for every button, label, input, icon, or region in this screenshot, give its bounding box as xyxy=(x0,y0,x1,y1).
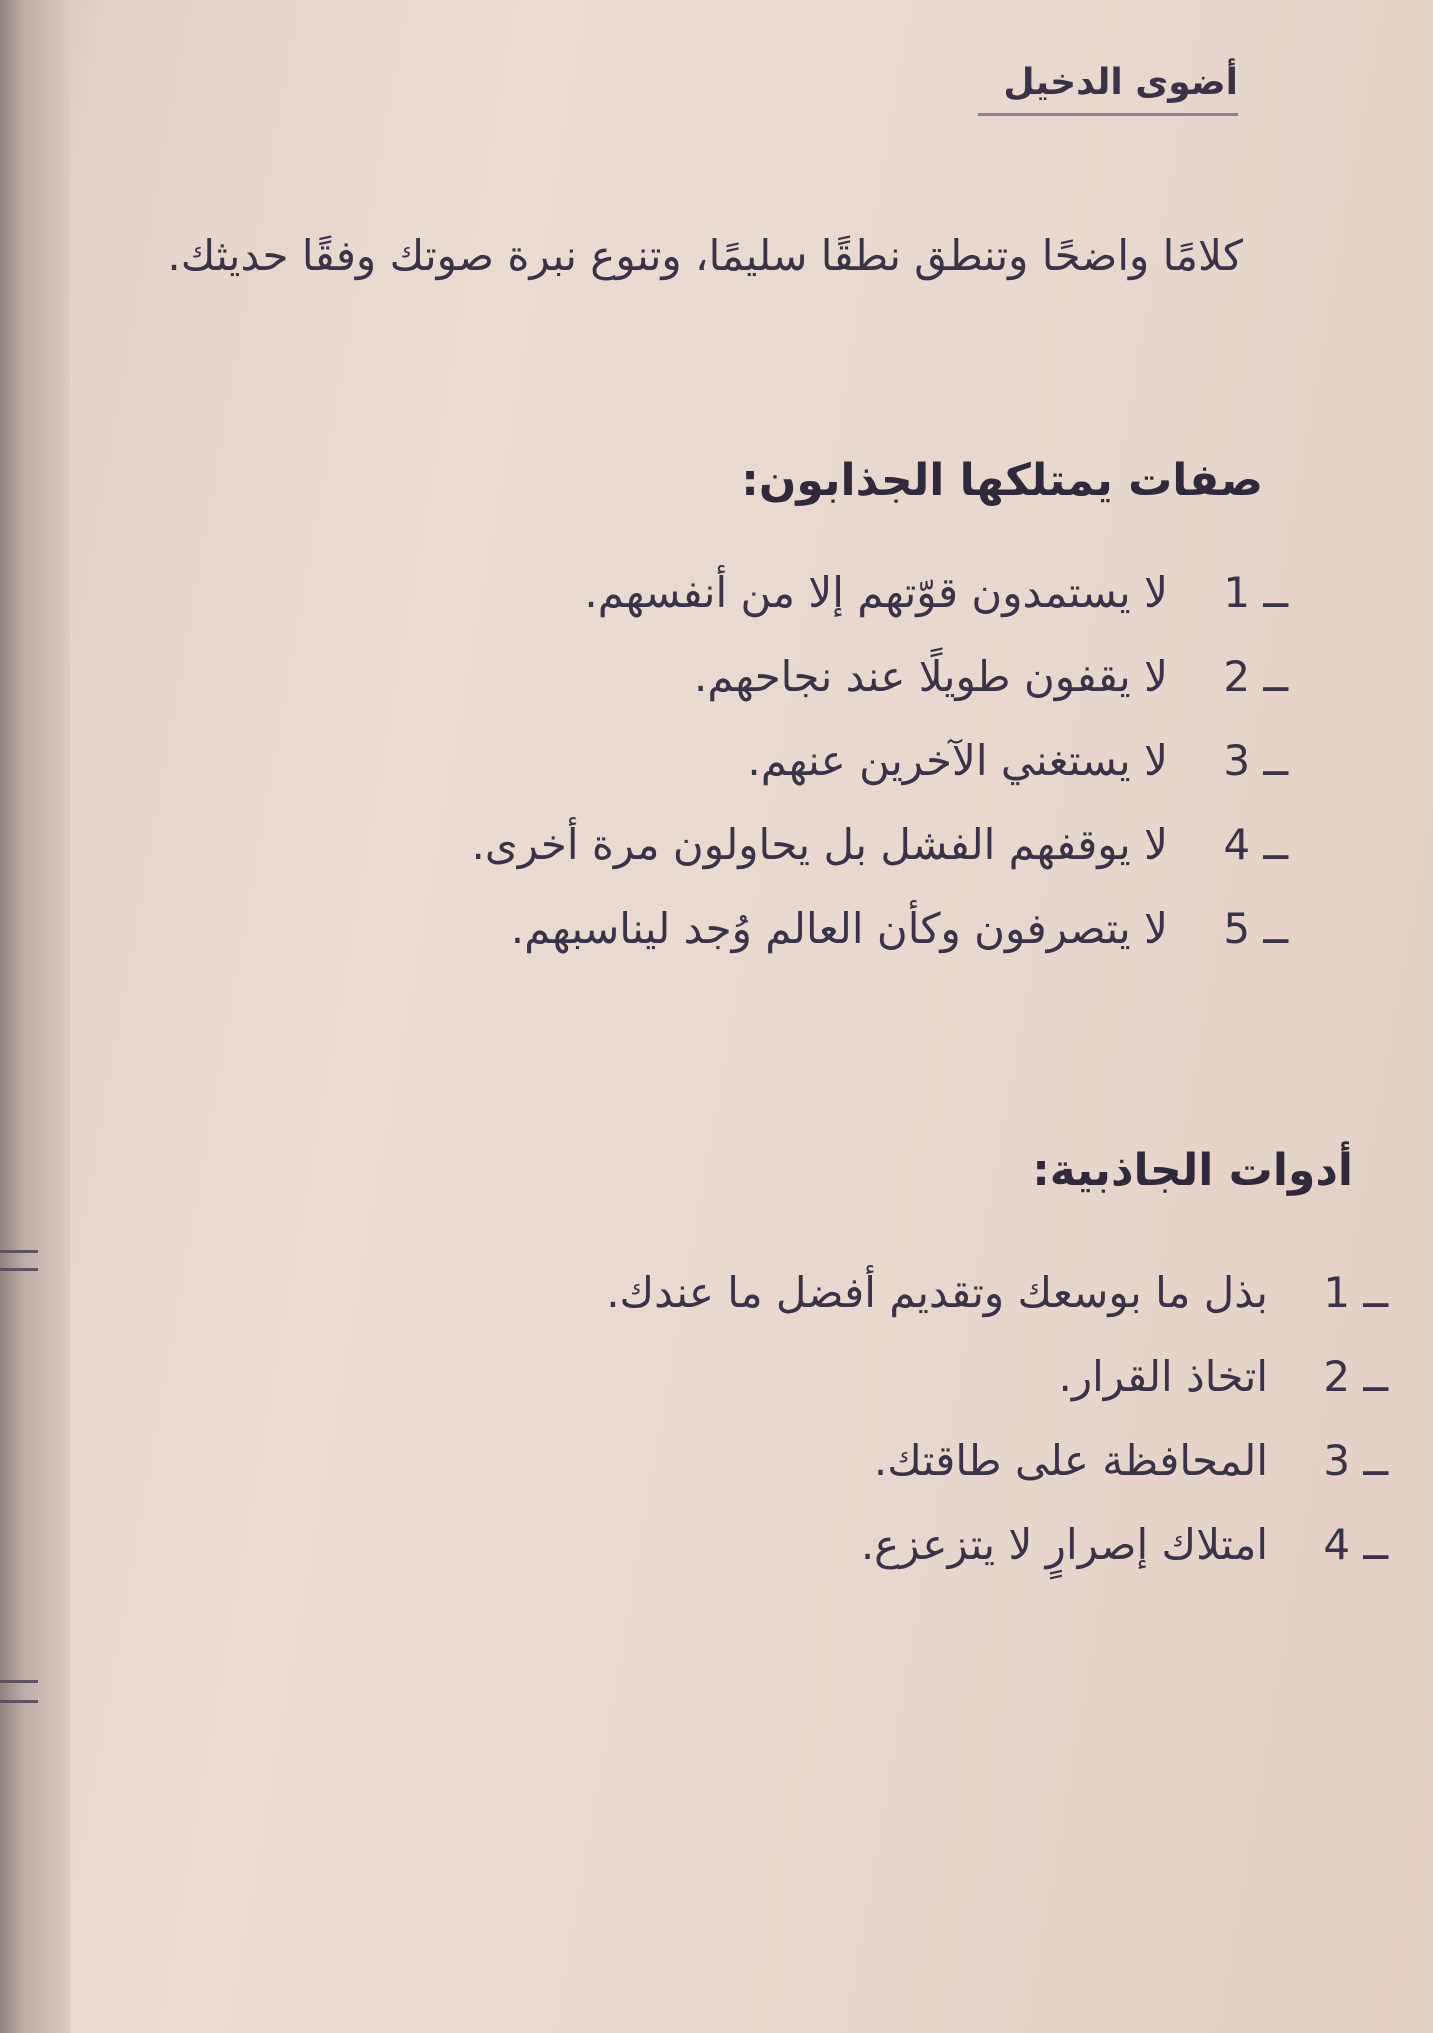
item-number: 2 ــ xyxy=(1323,1352,1388,1401)
list-item xyxy=(438,891,1288,967)
list-item xyxy=(438,807,1288,883)
item-number: 1 ــ xyxy=(1323,1268,1388,1317)
item-text: لا يستغني الآخرين عنهم. xyxy=(747,736,1168,785)
traits-list xyxy=(438,555,1288,975)
gutter-divider xyxy=(0,1250,38,1253)
item-text: لا يتصرفون وكأن العالم وُجد ليناسبهم. xyxy=(510,904,1168,953)
item-number: 2 ــ xyxy=(1223,652,1288,701)
item-text: اتخاذ القرار. xyxy=(1058,1352,1268,1401)
intro-paragraph: كلامًا واضحًا وتنطق نطقًا سليمًا، وتنوع نبرة صوتك وفقًا حديثك. xyxy=(167,231,1243,280)
item-number: 3 ــ xyxy=(1223,736,1288,785)
item-number: 4 ــ xyxy=(1223,820,1288,869)
item-number: 5 ــ xyxy=(1223,904,1288,953)
item-number: 3 ــ xyxy=(1323,1436,1388,1485)
gutter-divider xyxy=(0,1700,38,1703)
item-text: لا يقفون طويلًا عند نجاحهم. xyxy=(694,652,1168,701)
tools-list xyxy=(388,1255,1388,1591)
gutter-divider xyxy=(0,1680,38,1683)
item-text: لا يستمدون قوّتهم إلا من أنفسهم. xyxy=(584,568,1168,617)
running-header: أضوى الدخيل xyxy=(978,62,1238,116)
section-heading-traits: صفات يمتلكها الجذابون: xyxy=(741,455,1263,506)
item-text: بذل ما بوسعك وتقديم أفضل ما عندك. xyxy=(606,1268,1268,1317)
list-item xyxy=(438,639,1288,715)
list-item xyxy=(438,555,1288,631)
book-page xyxy=(70,0,1433,2033)
page-gutter xyxy=(0,0,70,2033)
item-text: المحافظة على طاقتك. xyxy=(873,1436,1268,1485)
item-number: 1 ــ xyxy=(1223,568,1288,617)
list-item xyxy=(388,1255,1388,1331)
list-item xyxy=(388,1507,1388,1583)
item-number: 4 ــ xyxy=(1323,1520,1388,1569)
gutter-divider xyxy=(0,1268,38,1271)
list-item xyxy=(388,1423,1388,1499)
list-item xyxy=(438,723,1288,799)
list-item xyxy=(388,1339,1388,1415)
section-heading-tools: أدوات الجاذبية: xyxy=(1032,1145,1353,1196)
item-text: امتلاك إصرارٍ لا يتزعزع. xyxy=(860,1520,1268,1569)
item-text: لا يوقفهم الفشل بل يحاولون مرة أخرى. xyxy=(471,820,1168,869)
